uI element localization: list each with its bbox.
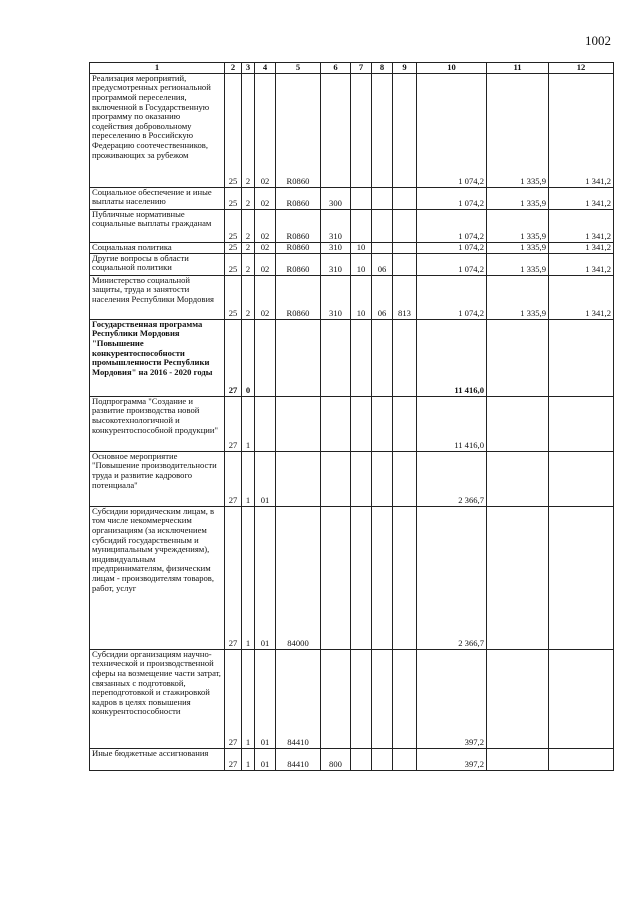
cell-c12: 1 341,2 <box>549 242 614 253</box>
cell-c12 <box>549 451 614 506</box>
cell-c3: 2 <box>242 209 255 242</box>
row-name-cell: Социальное обеспечение и иные выплаты населению <box>90 187 225 209</box>
cell-c3: 1 <box>242 451 255 506</box>
cell-c9 <box>393 451 417 506</box>
row-name-cell: Иные бюджетные ассигнования <box>90 748 225 770</box>
cell-c7 <box>351 73 372 187</box>
cell-c2: 25 <box>225 73 242 187</box>
cell-c8 <box>372 242 393 253</box>
cell-c12: 1 341,2 <box>549 209 614 242</box>
cell-c10: 2 366,7 <box>417 451 487 506</box>
cell-c10: 1 074,2 <box>417 242 487 253</box>
cell-c2: 27 <box>225 506 242 649</box>
cell-c4: 02 <box>255 275 276 319</box>
table-row <box>90 319 614 396</box>
cell-c9 <box>393 396 417 451</box>
cell-c10: 397,2 <box>417 748 487 770</box>
cell-c6 <box>321 451 351 506</box>
cell-c7: 10 <box>351 275 372 319</box>
cell-c5: R0860 <box>276 187 321 209</box>
column-header: 12 <box>549 63 614 74</box>
cell-c8 <box>372 649 393 748</box>
cell-c5: R0860 <box>276 275 321 319</box>
cell-c3: 1 <box>242 748 255 770</box>
budget-table <box>89 62 614 771</box>
cell-c3: 2 <box>242 275 255 319</box>
cell-c11: 1 335,9 <box>487 242 549 253</box>
cell-c5: 84000 <box>276 506 321 649</box>
table-row <box>90 209 614 242</box>
cell-c4: 02 <box>255 242 276 253</box>
cell-c12: 1 341,2 <box>549 187 614 209</box>
cell-c2: 25 <box>225 187 242 209</box>
row-name-cell: Субсидии организациям научно-технической и производственной сферы на возмещение части затрат, связанных с подготовкой, переподготовкой и стажировкой кадров в целях повышения конкурентоспособности <box>90 649 225 748</box>
cell-c6: 310 <box>321 253 351 275</box>
table-row <box>90 506 614 649</box>
cell-c2: 25 <box>225 242 242 253</box>
cell-c7 <box>351 748 372 770</box>
cell-c5 <box>276 396 321 451</box>
cell-c2: 25 <box>225 275 242 319</box>
cell-c3: 1 <box>242 506 255 649</box>
cell-c2: 27 <box>225 396 242 451</box>
cell-c4: 02 <box>255 73 276 187</box>
cell-c8 <box>372 73 393 187</box>
table-row <box>90 242 614 253</box>
cell-c3: 2 <box>242 253 255 275</box>
cell-c11 <box>487 748 549 770</box>
cell-c12 <box>549 319 614 396</box>
row-name-cell: Другие вопросы в области социальной политики <box>90 253 225 275</box>
column-header: 11 <box>487 63 549 74</box>
table-header-row <box>90 63 614 74</box>
cell-c8 <box>372 451 393 506</box>
cell-c8: 06 <box>372 275 393 319</box>
cell-c7 <box>351 187 372 209</box>
column-header: 4 <box>255 63 276 74</box>
cell-c8 <box>372 506 393 649</box>
cell-c11 <box>487 319 549 396</box>
cell-c10: 11 416,0 <box>417 319 487 396</box>
cell-c2: 27 <box>225 451 242 506</box>
row-name-cell: Основное мероприятие "Повышение производительности труда и развитие кадрового потенциала" <box>90 451 225 506</box>
cell-c5: 84410 <box>276 748 321 770</box>
cell-c8 <box>372 396 393 451</box>
cell-c9 <box>393 319 417 396</box>
cell-c7 <box>351 209 372 242</box>
cell-c4: 02 <box>255 253 276 275</box>
cell-c4 <box>255 396 276 451</box>
row-name-cell: Субсидии юридическим лицам, в том числе некоммерческим организациям (за исключением субсидий государственным и муниципальным учреждениям), индивидуальным предпринимателям, физическим лицам - производителям товаров, работ, услуг <box>90 506 225 649</box>
cell-c9 <box>393 506 417 649</box>
cell-c10: 1 074,2 <box>417 275 487 319</box>
cell-c2: 25 <box>225 253 242 275</box>
cell-c4: 01 <box>255 506 276 649</box>
cell-c12: 1 341,2 <box>549 73 614 187</box>
table-row <box>90 396 614 451</box>
cell-c2: 27 <box>225 319 242 396</box>
table-row <box>90 748 614 770</box>
cell-c2: 25 <box>225 209 242 242</box>
cell-c11: 1 335,9 <box>487 209 549 242</box>
cell-c3: 0 <box>242 319 255 396</box>
column-header: 5 <box>276 63 321 74</box>
cell-c5: R0860 <box>276 73 321 187</box>
cell-c9 <box>393 187 417 209</box>
cell-c7: 10 <box>351 242 372 253</box>
table-row <box>90 73 614 187</box>
cell-c9 <box>393 73 417 187</box>
cell-c8 <box>372 187 393 209</box>
cell-c10: 397,2 <box>417 649 487 748</box>
cell-c3: 2 <box>242 73 255 187</box>
cell-c4: 01 <box>255 451 276 506</box>
column-header: 9 <box>393 63 417 74</box>
row-name-cell: Государственная программа Республики Мордовия "Повышение конкурентоспособности промышленности Республики Мордовия" на 2016 - 2020 годы <box>90 319 225 396</box>
cell-c6 <box>321 506 351 649</box>
cell-c5: 84410 <box>276 649 321 748</box>
column-header: 6 <box>321 63 351 74</box>
cell-c12: 1 341,2 <box>549 253 614 275</box>
table-row <box>90 275 614 319</box>
column-header: 10 <box>417 63 487 74</box>
cell-c8 <box>372 748 393 770</box>
column-header: 2 <box>225 63 242 74</box>
cell-c6: 300 <box>321 187 351 209</box>
cell-c10: 1 074,2 <box>417 253 487 275</box>
cell-c11 <box>487 506 549 649</box>
cell-c9 <box>393 748 417 770</box>
cell-c6 <box>321 319 351 396</box>
cell-c12 <box>549 748 614 770</box>
cell-c6 <box>321 73 351 187</box>
cell-c8: 06 <box>372 253 393 275</box>
cell-c7 <box>351 319 372 396</box>
row-name-cell: Реализация мероприятий, предусмотренных региональной программой переселения, включенной в Государственную программу по оказанию содействия добровольному переселению в Российскую Федерацию соотечественников, проживающих за рубежом <box>90 73 225 187</box>
table-row <box>90 451 614 506</box>
cell-c6: 310 <box>321 275 351 319</box>
cell-c6: 310 <box>321 242 351 253</box>
cell-c11: 1 335,9 <box>487 73 549 187</box>
cell-c5: R0860 <box>276 242 321 253</box>
table-row <box>90 649 614 748</box>
cell-c2: 27 <box>225 748 242 770</box>
cell-c4: 02 <box>255 209 276 242</box>
cell-c2: 27 <box>225 649 242 748</box>
cell-c10: 1 074,2 <box>417 73 487 187</box>
cell-c4: 01 <box>255 649 276 748</box>
cell-c3: 2 <box>242 242 255 253</box>
cell-c9 <box>393 649 417 748</box>
cell-c4: 01 <box>255 748 276 770</box>
table-row <box>90 253 614 275</box>
row-name-cell: Подпрограмма "Создание и развитие производства новой высокотехнологичной и конкурентоспособной продукции" <box>90 396 225 451</box>
cell-c6: 800 <box>321 748 351 770</box>
cell-c5 <box>276 451 321 506</box>
cell-c7 <box>351 649 372 748</box>
cell-c10: 1 074,2 <box>417 187 487 209</box>
cell-c6: 310 <box>321 209 351 242</box>
cell-c9 <box>393 242 417 253</box>
table-row <box>90 187 614 209</box>
cell-c11 <box>487 396 549 451</box>
cell-c11: 1 335,9 <box>487 187 549 209</box>
column-header: 3 <box>242 63 255 74</box>
cell-c6 <box>321 649 351 748</box>
cell-c5 <box>276 319 321 396</box>
cell-c5: R0860 <box>276 209 321 242</box>
cell-c8 <box>372 209 393 242</box>
cell-c12: 1 341,2 <box>549 275 614 319</box>
cell-c11: 1 335,9 <box>487 275 549 319</box>
cell-c3: 1 <box>242 396 255 451</box>
cell-c10: 2 366,7 <box>417 506 487 649</box>
column-header: 8 <box>372 63 393 74</box>
cell-c10: 1 074,2 <box>417 209 487 242</box>
row-name-cell: Публичные нормативные социальные выплаты гражданам <box>90 209 225 242</box>
cell-c7 <box>351 506 372 649</box>
cell-c4 <box>255 319 276 396</box>
cell-c12 <box>549 506 614 649</box>
cell-c11: 1 335,9 <box>487 253 549 275</box>
cell-c7: 10 <box>351 253 372 275</box>
cell-c3: 2 <box>242 187 255 209</box>
column-header: 1 <box>90 63 225 74</box>
cell-c3: 1 <box>242 649 255 748</box>
row-name-cell: Министерство социальной защиты, труда и занятости населения Республики Мордовия <box>90 275 225 319</box>
column-header: 7 <box>351 63 372 74</box>
row-name-cell: Социальная политика <box>90 242 225 253</box>
page-number: 1002 <box>585 33 611 48</box>
cell-c9 <box>393 209 417 242</box>
cell-c7 <box>351 451 372 506</box>
cell-c9: 813 <box>393 275 417 319</box>
cell-c4: 02 <box>255 187 276 209</box>
cell-c12 <box>549 396 614 451</box>
cell-c6 <box>321 396 351 451</box>
cell-c8 <box>372 319 393 396</box>
cell-c10: 11 416,0 <box>417 396 487 451</box>
cell-c9 <box>393 253 417 275</box>
cell-c11 <box>487 451 549 506</box>
cell-c5: R0860 <box>276 253 321 275</box>
cell-c7 <box>351 396 372 451</box>
cell-c12 <box>549 649 614 748</box>
cell-c11 <box>487 649 549 748</box>
